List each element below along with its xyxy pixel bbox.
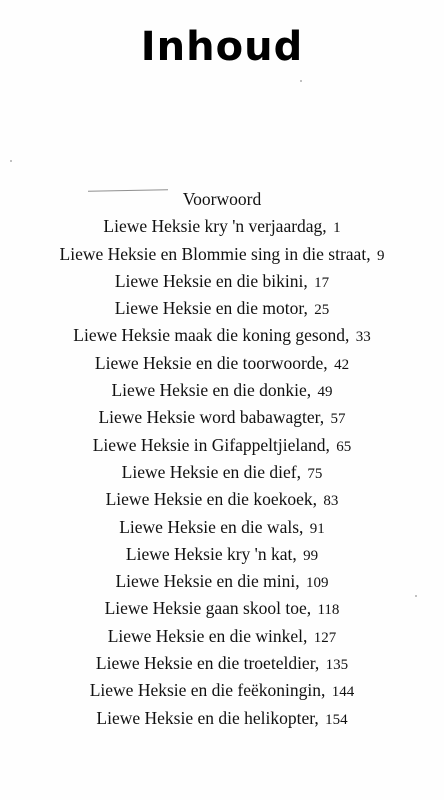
toc-entry-title: Liewe Heksie en die wals,	[119, 516, 304, 537]
toc-entry-title: Liewe Heksie en die dief,	[121, 461, 301, 482]
toc-entry	[0, 432, 444, 459]
page-title: Inhoud	[140, 24, 304, 70]
toc-entry-title: Liewe Heksie in Gifappeltjieland,	[92, 434, 330, 455]
toc-entry	[0, 595, 444, 622]
toc-entry-page: 49	[317, 384, 333, 401]
toc-entry-title: Liewe Heksie en die troeteldier,	[95, 653, 320, 674]
toc-entry-page: 109	[306, 575, 329, 592]
toc-entry	[0, 322, 444, 349]
toc-entry-page: 135	[325, 657, 349, 674]
table-of-contents	[0, 186, 444, 732]
toc-entry-title: Liewe Heksie gaan skool toe,	[104, 598, 312, 619]
toc-entry-title: Liewe Heksie en die mini,	[115, 571, 300, 592]
toc-entry-page: 144	[331, 684, 355, 701]
toc-entry-page: 75	[307, 465, 323, 482]
toc-entry-page: 9	[376, 247, 385, 264]
toc-entry	[0, 377, 444, 404]
toc-entry-title: Liewe Heksie word babawagter,	[98, 407, 325, 428]
toc-entry-title: Liewe Heksie en die donkie,	[111, 380, 312, 401]
paper-speck	[415, 595, 417, 597]
toc-entry-page: 1	[333, 220, 341, 237]
toc-entry-title: Liewe Heksie maak die koning gesond,	[73, 325, 350, 346]
toc-entry-page: 127	[313, 629, 337, 646]
toc-entry-title: Liewe Heksie en die feëkoningin,	[89, 680, 326, 701]
toc-entry-title: Liewe Heksie kry 'n verjaardag,	[103, 216, 327, 237]
toc-entry	[0, 213, 444, 240]
toc-entry-page: 65	[336, 438, 352, 455]
toc-entry	[0, 459, 444, 486]
toc-entry	[0, 514, 444, 541]
toc-entry	[0, 541, 444, 568]
toc-entry	[0, 268, 444, 295]
toc-entry	[0, 404, 444, 431]
toc-entry	[0, 186, 444, 213]
toc-entry-title: Liewe Heksie kry 'n kat,	[125, 543, 297, 564]
toc-entry-page: 57	[330, 411, 346, 428]
toc-entry-title: Liewe Heksie en die motor,	[114, 298, 308, 319]
toc-entry-page: 17	[314, 274, 330, 291]
toc-entry-page: 83	[323, 493, 339, 510]
toc-entry-page: 25	[314, 302, 330, 319]
toc-entry	[0, 295, 444, 322]
toc-entry	[0, 623, 444, 650]
toc-entry-page: 154	[325, 711, 348, 728]
toc-entry-title: Liewe Heksie en die helikopter,	[96, 707, 319, 728]
toc-entry-page: 33	[355, 329, 371, 346]
toc-entry-title: Liewe Heksie en die bikini,	[114, 270, 308, 291]
paper-speck	[300, 80, 302, 82]
toc-entry	[0, 241, 444, 268]
toc-entry-page: 91	[309, 520, 325, 537]
toc-entry	[0, 705, 444, 732]
toc-entry-page: 118	[317, 602, 340, 619]
toc-entry	[0, 568, 444, 595]
toc-entry-title: Liewe Heksie en die toorwoorde,	[94, 352, 328, 373]
toc-entry-title: Voorwoord	[182, 189, 262, 209]
toc-entry-title: Liewe Heksie en die koekoek,	[105, 489, 317, 510]
toc-entry	[0, 486, 444, 513]
toc-entry	[0, 650, 444, 677]
toc-entry-page: 99	[303, 547, 319, 564]
toc-entry	[0, 677, 444, 704]
toc-entry-page: 42	[334, 356, 350, 373]
paper-speck	[10, 160, 12, 162]
toc-entry-title: Liewe Heksie en die winkel,	[107, 625, 308, 646]
toc-entry	[0, 350, 444, 377]
toc-entry-title: Liewe Heksie en Blommie sing in die straat,	[59, 243, 371, 264]
